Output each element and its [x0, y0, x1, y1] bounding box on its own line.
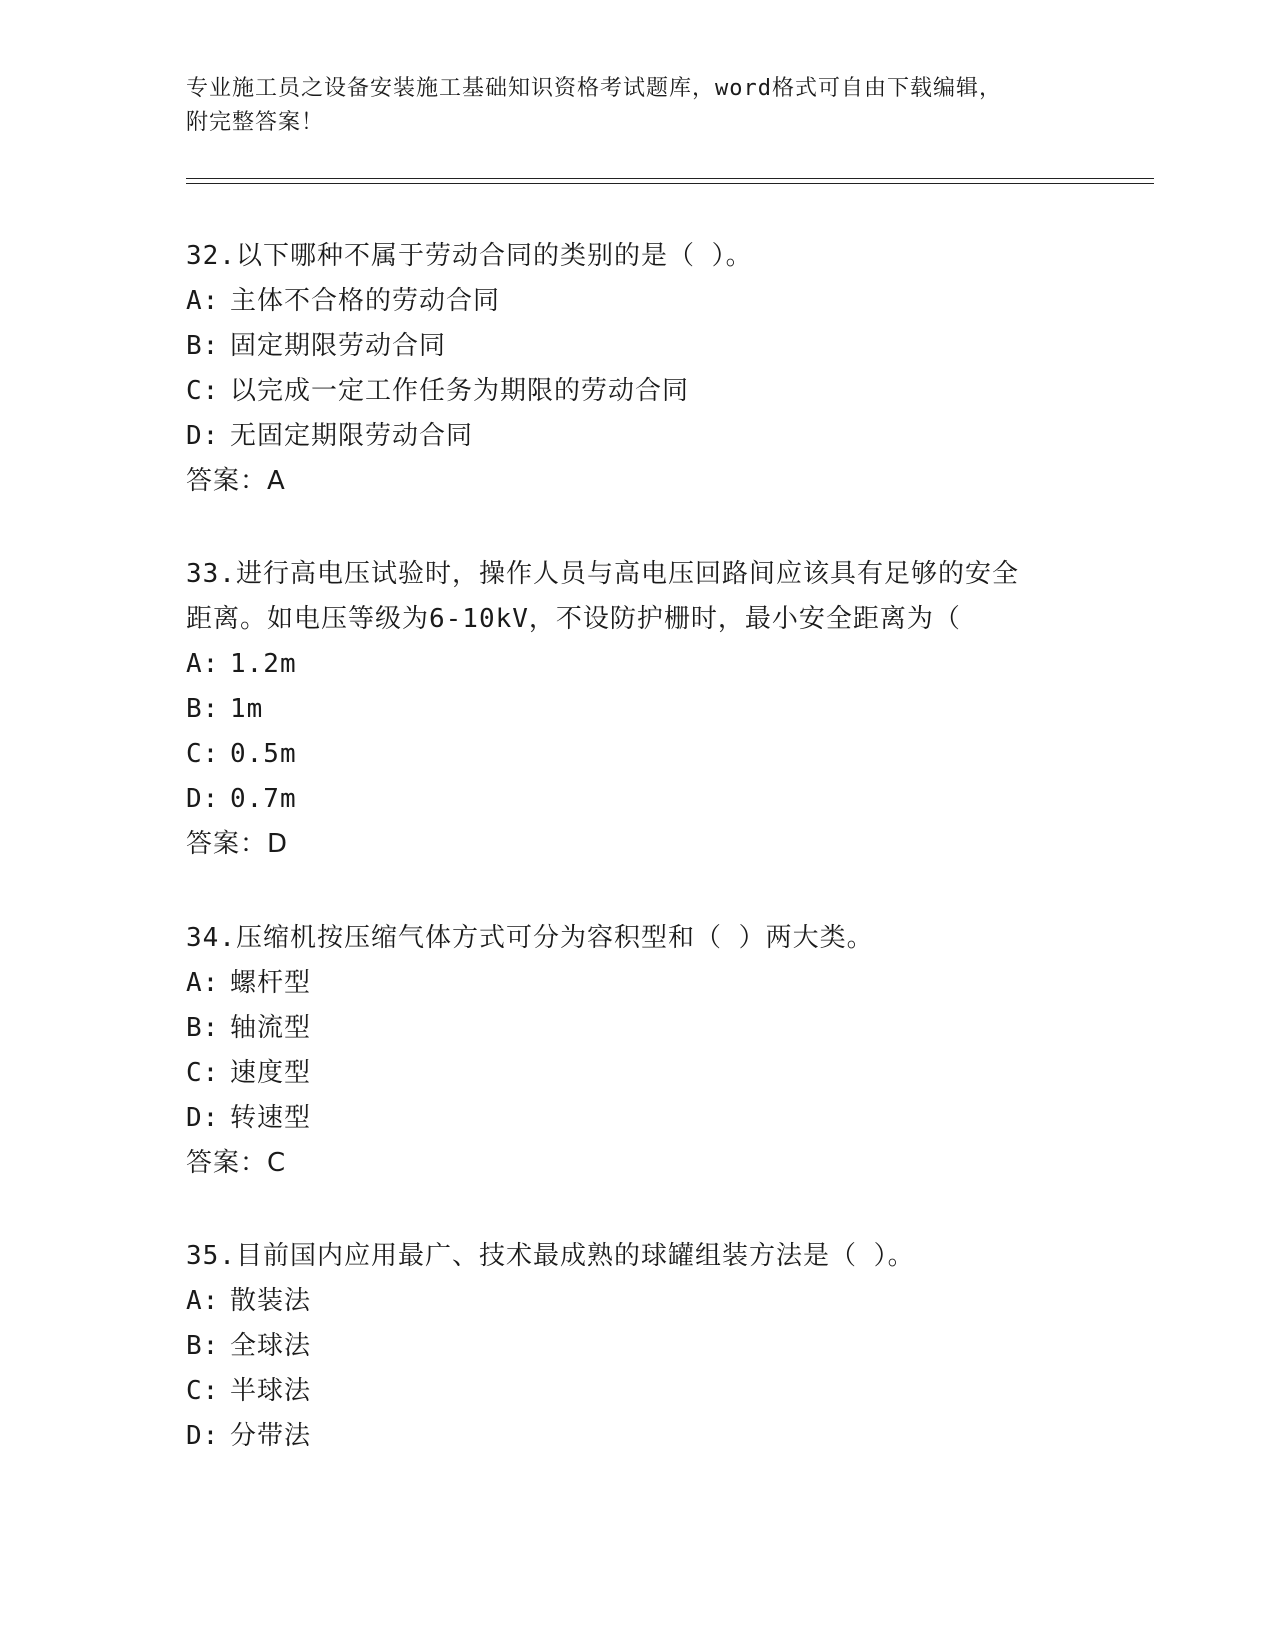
option-a [186, 279, 1086, 324]
option-letter: D: [186, 784, 220, 814]
option-text: 固定期限劳动合同 [230, 331, 447, 361]
option-d [186, 1414, 1086, 1459]
question-stem: 35.目前国内应用最广、技术最成熟的球罐组装方法是（ ）。 [186, 1241, 915, 1271]
option-letter: B: [186, 1331, 220, 1361]
option-letter: C: [186, 1058, 220, 1088]
option-letter: D: [186, 1103, 220, 1133]
question-34 [186, 916, 1086, 1186]
document-header [186, 72, 1086, 140]
option-d [186, 777, 1086, 822]
answer-line: 答案：A [186, 466, 286, 496]
question-stem: 34.压缩机按压缩气体方式可分为容积型和（ ）两大类。 [186, 923, 874, 953]
option-c [186, 1051, 1086, 1096]
option-text: 半球法 [230, 1376, 312, 1406]
question-stem-line-2: 距离。如电压等级为6-10kV，不设防护栅时，最小安全距离为（ [186, 604, 961, 634]
option-letter: A: [186, 286, 220, 316]
option-c [186, 732, 1086, 777]
option-text: 全球法 [230, 1331, 312, 1361]
option-a [186, 1279, 1086, 1324]
option-text: 螺杆型 [230, 968, 312, 998]
option-letter: B: [186, 1013, 220, 1043]
option-letter: A: [186, 649, 220, 679]
question-33 [186, 552, 1086, 867]
option-a [186, 642, 1086, 687]
header-line-2: 附完整答案！ [186, 110, 325, 135]
option-b [186, 687, 1086, 732]
header-divider-top [186, 178, 1154, 179]
option-text: 无固定期限劳动合同 [230, 421, 474, 451]
option-text: 转速型 [230, 1103, 312, 1133]
option-text: 1m [230, 694, 264, 724]
option-text: 0.7m [230, 784, 297, 814]
question-35 [186, 1234, 1086, 1459]
option-a [186, 961, 1086, 1006]
option-text: 1.2m [230, 649, 297, 679]
option-d [186, 414, 1086, 459]
option-text: 0.5m [230, 739, 297, 769]
option-letter: D: [186, 1421, 220, 1451]
option-letter: B: [186, 331, 220, 361]
option-text: 以完成一定工作任务为期限的劳动合同 [230, 376, 690, 406]
option-b [186, 1324, 1086, 1369]
option-text: 散装法 [230, 1286, 312, 1316]
option-text: 主体不合格的劳动合同 [230, 286, 501, 316]
header-divider-bottom [186, 183, 1154, 184]
option-text: 轴流型 [230, 1013, 312, 1043]
option-c [186, 369, 1086, 414]
question-32 [186, 234, 1086, 504]
header-line-1: 专业施工员之设备安装施工基础知识资格考试题库，word格式可自由下载编辑， [186, 76, 1002, 101]
answer-line: 答案：D [186, 829, 289, 859]
option-letter: B: [186, 694, 220, 724]
option-b [186, 1006, 1086, 1051]
option-b [186, 324, 1086, 369]
option-letter: C: [186, 1376, 220, 1406]
option-c [186, 1369, 1086, 1414]
question-stem-line-1: 33.进行高电压试验时，操作人员与高电压回路间应该具有足够的安全 [186, 559, 1019, 589]
option-text: 速度型 [230, 1058, 312, 1088]
option-letter: D: [186, 421, 220, 451]
option-letter: C: [186, 376, 220, 406]
option-letter: C: [186, 739, 220, 769]
answer-line: 答案：C [186, 1148, 287, 1178]
option-d [186, 1096, 1086, 1141]
option-letter: A: [186, 968, 220, 998]
option-text: 分带法 [230, 1421, 312, 1451]
question-stem: 32.以下哪种不属于劳动合同的类别的是（ ）。 [186, 241, 753, 271]
option-letter: A: [186, 1286, 220, 1316]
